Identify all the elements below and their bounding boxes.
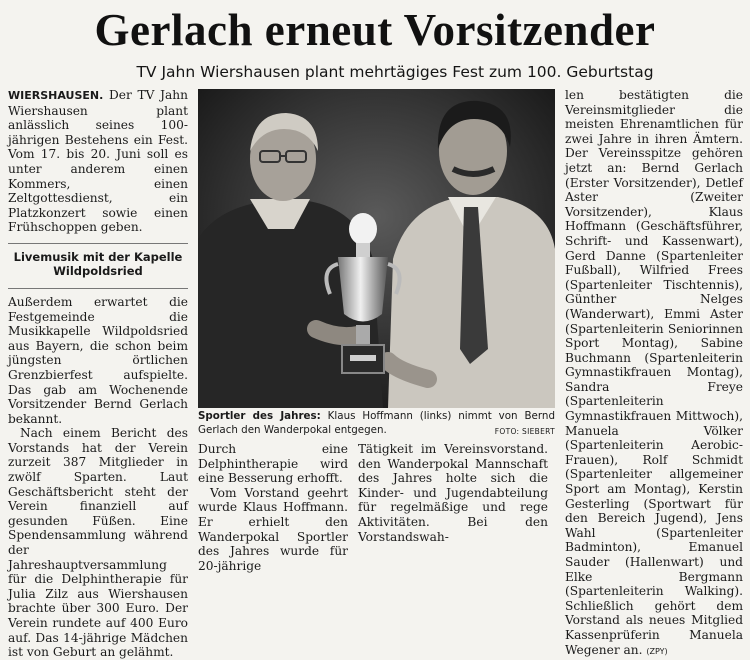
paragraph-board [565, 88, 743, 659]
photo-credit: FOTO: SIEBERT [494, 426, 555, 436]
caption-label: Sportler des Jahres: [198, 410, 321, 422]
subheadline: TV Jahn Wiershausen plant mehrtägiges Fest zum 100. Geburtstag [136, 63, 654, 81]
intro-text: Der TV Jahn Wiershausen plant anlässlich seines 100-jährigen Bestehens ein Fest. Vom 17. bis 20. Juni soll es unter anderem einen Kommers, einen Zeltgottesdienst, ein Platzkonzert sowie einen Frühschoppen geben. [8, 88, 189, 235]
column-3 [358, 442, 548, 544]
paragraph-honor: Vom Vorstand geehrt wurde Klaus Hoffmann. Er erhielt den Wanderpokal Sportler des Jahres wurde für 20-jährige [198, 485, 348, 573]
column-2 [198, 442, 348, 573]
photo [198, 89, 555, 408]
section-heading: Livemusik mit der Kapelle Wildpoldsried [8, 243, 188, 278]
intro-paragraph [8, 88, 188, 235]
board-text: len bestätigten die Vereinsmitglieder die meisten Ehrenamtlichen für zwei Jahre in ihren Ämtern. Der Vereinsspitze gehören jetzt an: Bernd Gerlach (Erster Vorsitzender), Detlef Aster (Zweiter Vorsitzender), Klaus Hoffmann (Geschäftsführer, Schrift- und Kassenwart), Gerd Danne (Spartenleiter Fußball), Wilfried Frees (Spartenleiter Tischtennis), Günther Nelges (Wanderwart), Emmi Aster (Spartenleiterin Seniorinnen Sport Montag), Sabine Buchmann (Spartenleiterin Gymnastikfrauen Montag), Sandra Freye (Spartenleiterin Gymnastikfrauen Mittwoch), Manuela Völker (Spartenleiterin Aerobic-Frauen), Rolf Schmidt (Spartenleiter allgemeiner Sport am Montag), Kerstin Gesterling (Sportwart für den Bereich Jugend), Jens Wahl (Spartenleiter Badminton), Emanuel Sauder (Hallenwart) und Elke Bergmann (Spartenleiterin Walking). Schließlich gehört dem Vorstand als neues Mitglied Kassenprüferin Manuela Wegener an. [565, 88, 743, 657]
author-signature: (ZPY) [646, 646, 668, 656]
section-divider [8, 288, 188, 660]
paragraph-festival: Außerdem erwartet die Festgemeinde die Musikkapelle Wildpoldsried aus Bayern, die schon beim jüngsten örtlichen Grenzbierfest aufspielte. Das gab am Wochenende Vorsitzender Bernd Gerlach bekannt. [8, 294, 188, 426]
photo-caption [198, 410, 555, 440]
caption-text: Klaus Hoffmann (links) nimmt von Bernd Gerlach den Wanderpokal entgegen. [198, 410, 555, 436]
column-1 [8, 88, 189, 660]
paragraph-trophy: Tätigkeit im Vereinsvorstand. den Wanderpokal Mannschaft des Jahres holte sich die Kinder- und Jugendabteilung für regelmäßige und rege Aktivitäten. Bei den Vorstandswah- [358, 442, 548, 544]
paragraph-therapy: Durch eine Delphintherapie wird eine Besserung erhofft. [198, 442, 348, 486]
headline: Gerlach erneut Vorsitzender [94, 5, 656, 55]
column-4 [565, 88, 743, 657]
dateline: WIERSHAUSEN. [8, 89, 104, 102]
paragraph-report: Nach einem Bericht des Vorstands hat der Verein zurzeit 387 Mitglieder in zwölf Sparten. Laut Geschäftsbericht steht der Verein finanziell auf gesunden Füßen. Eine Spendensammlung während der Jahreshauptversammlung für die Delphintherapie für Julia Zilz aus Wiershausen brachte über 300 Euro. Der Verein rundete auf 400 Euro auf. Das 14-jährige Mädchen ist von Geburt an gelähmt. [8, 426, 188, 660]
photo-illustration [198, 89, 555, 408]
